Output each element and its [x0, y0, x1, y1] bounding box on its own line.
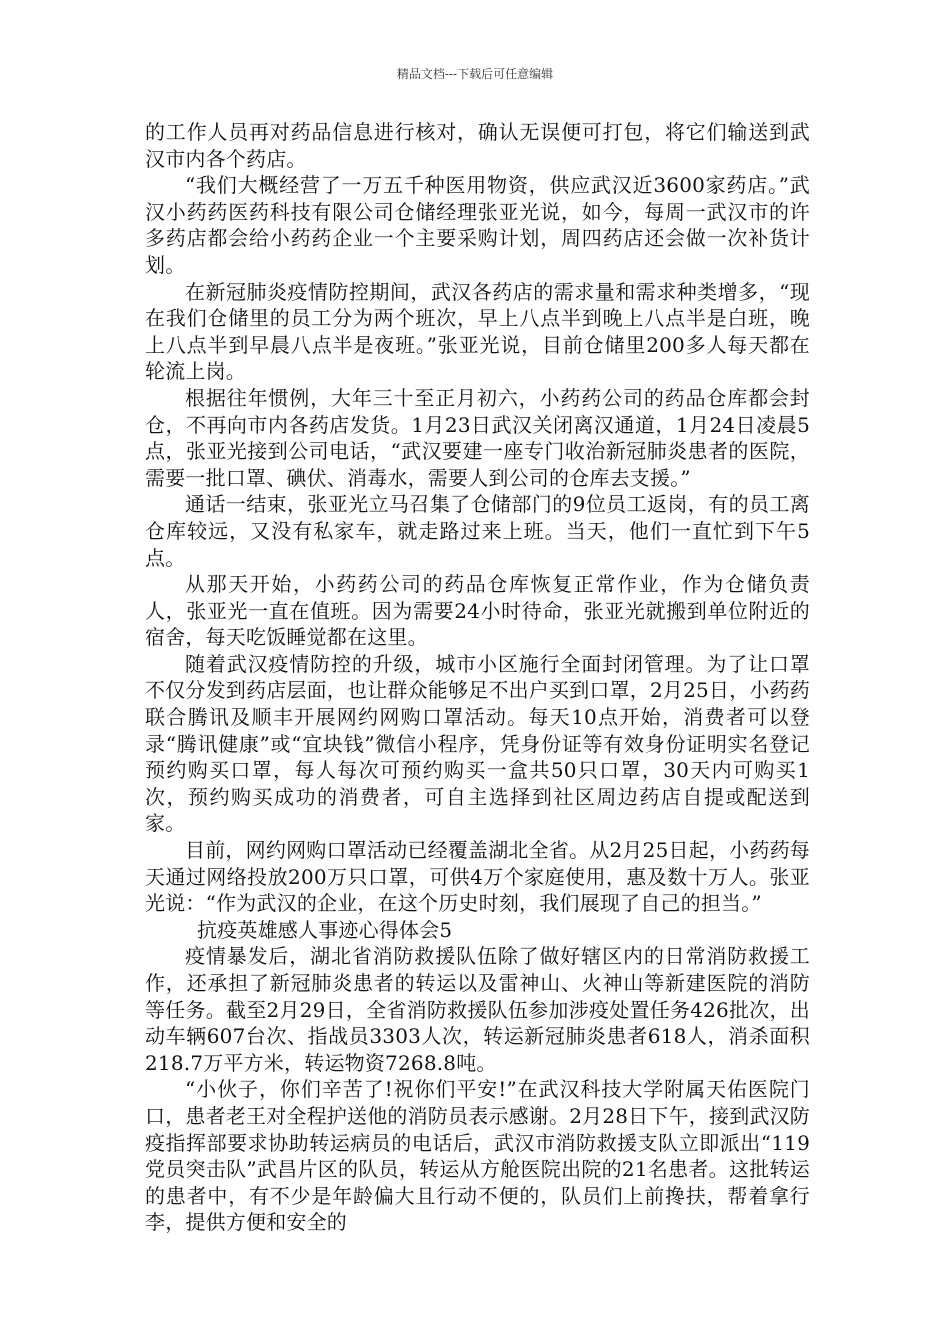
paragraph: 根据往年惯例，大年三十至正月初六，小药药公司的药品仓库都会封仓，不再向市内各药店发货。1月23日武汉关闭离汉通道，1月24日凌晨5点，张亚光接到公司电话，“武汉要建一座专门收治新冠肺炎患者的医院，需要一批口罩、碘伏、消毒水，需要人到公司的仓库去支援。”	[145, 385, 810, 490]
page-header: 精品文档---下载后可任意编辑	[396, 67, 554, 81]
paragraph: 从那天开始，小药药公司的药品仓库恢复正常作业，作为仓储负责人，张亚光一直在值班。因为需要24小时待命，张亚光就搬到单位附近的宿舍，每天吃饭睡觉都在这里。	[145, 572, 810, 650]
section-heading: 抗疫英雄感人事迹心得体会5	[197, 917, 453, 942]
document-body	[145, 119, 810, 1236]
paragraph: 目前，网约网购口罩活动已经覆盖湖北全省。从2月25日起，小药药每天通过网络投放200万只口罩，可供4万个家庭使用，惠及数十万人。张亚光说：“作为武汉的企业，在这个历史时刻，我们展现了自己的担当。”	[145, 838, 810, 916]
paragraph: 疫情暴发后，湖北省消防救援队伍除了做好辖区内的日常消防救援工作，还承担了新冠肺炎患者的转运以及雷神山、火神山等新建医院的消防等任务。截至2月29日，全省消防救援队伍参加涉疫处置任务426批次，出动车辆607台次、指战员3303人次，转运新冠肺炎患者618人，消杀面积218.7万平方米，转运物资7268.8吨。	[145, 944, 810, 1075]
paragraph: “我们大概经营了一万五千种医用物资，供应武汉近3600家药店。”武汉小药药医药科技有限公司仓储经理张亚光说，如今，每周一武汉市的许多药店都会给小药药企业一个主要采购计划，周四药店还会做一次补货计划。	[145, 173, 810, 277]
paragraph: 在新冠肺炎疫情防控期间，武汉各药店的需求量和需求种类增多，“现在我们仓储里的员工分为两个班次，早上八点半到晚上八点半是白班，晚上八点半到早晨八点半是夜班。”张亚光说，目前仓储里200多人每天都在轮流上岗。	[145, 279, 810, 384]
paragraph: 的工作人员再对药品信息进行核对，确认无误便可打包，将它们输送到武汉市内各个药店。	[145, 120, 810, 171]
paragraph: “小伙子，你们辛苦了!祝你们平安!”在武汉科技大学附属天佑医院门口，患者老王对全程护送他的消防员表示感谢。2月28日下午，接到武汉防疫指挥部要求协助转运病员的电话后，武汉市消防救援支队立即派出“119党员突击队”武昌片区的队员，转运从方舱医院出院的21名患者。这批转运的患者中，有不少是年龄偏大且行动不便的，队员们上前搀扶，帮着拿行李，提供方便和安全的	[145, 1077, 810, 1235]
paragraph: 通话一结束，张亚光立马召集了仓储部门的9位员工返岗，有的员工离仓库较远，又没有私家车，就走路过来上班。当天，他们一直忙到下午5点。	[145, 492, 810, 570]
paragraph: 随着武汉疫情防控的升级，城市小区施行全面封闭管理。为了让口罩不仅分发到药店层面，也让群众能够足不出户买到口罩，2月25日，小药药联合腾讯及顺丰开展网约网购口罩活动。每天10点开始，消费者可以登录“腾讯健康”或“宜块钱”微信小程序，凭身份证等有效身份证明实名登记预约购买口罩，每人每次可预约购买一盒共50只口罩，30天内可购买1次，预约购买成功的消费者，可自主选择到社区周边药店自提或配送到家。	[145, 651, 810, 836]
